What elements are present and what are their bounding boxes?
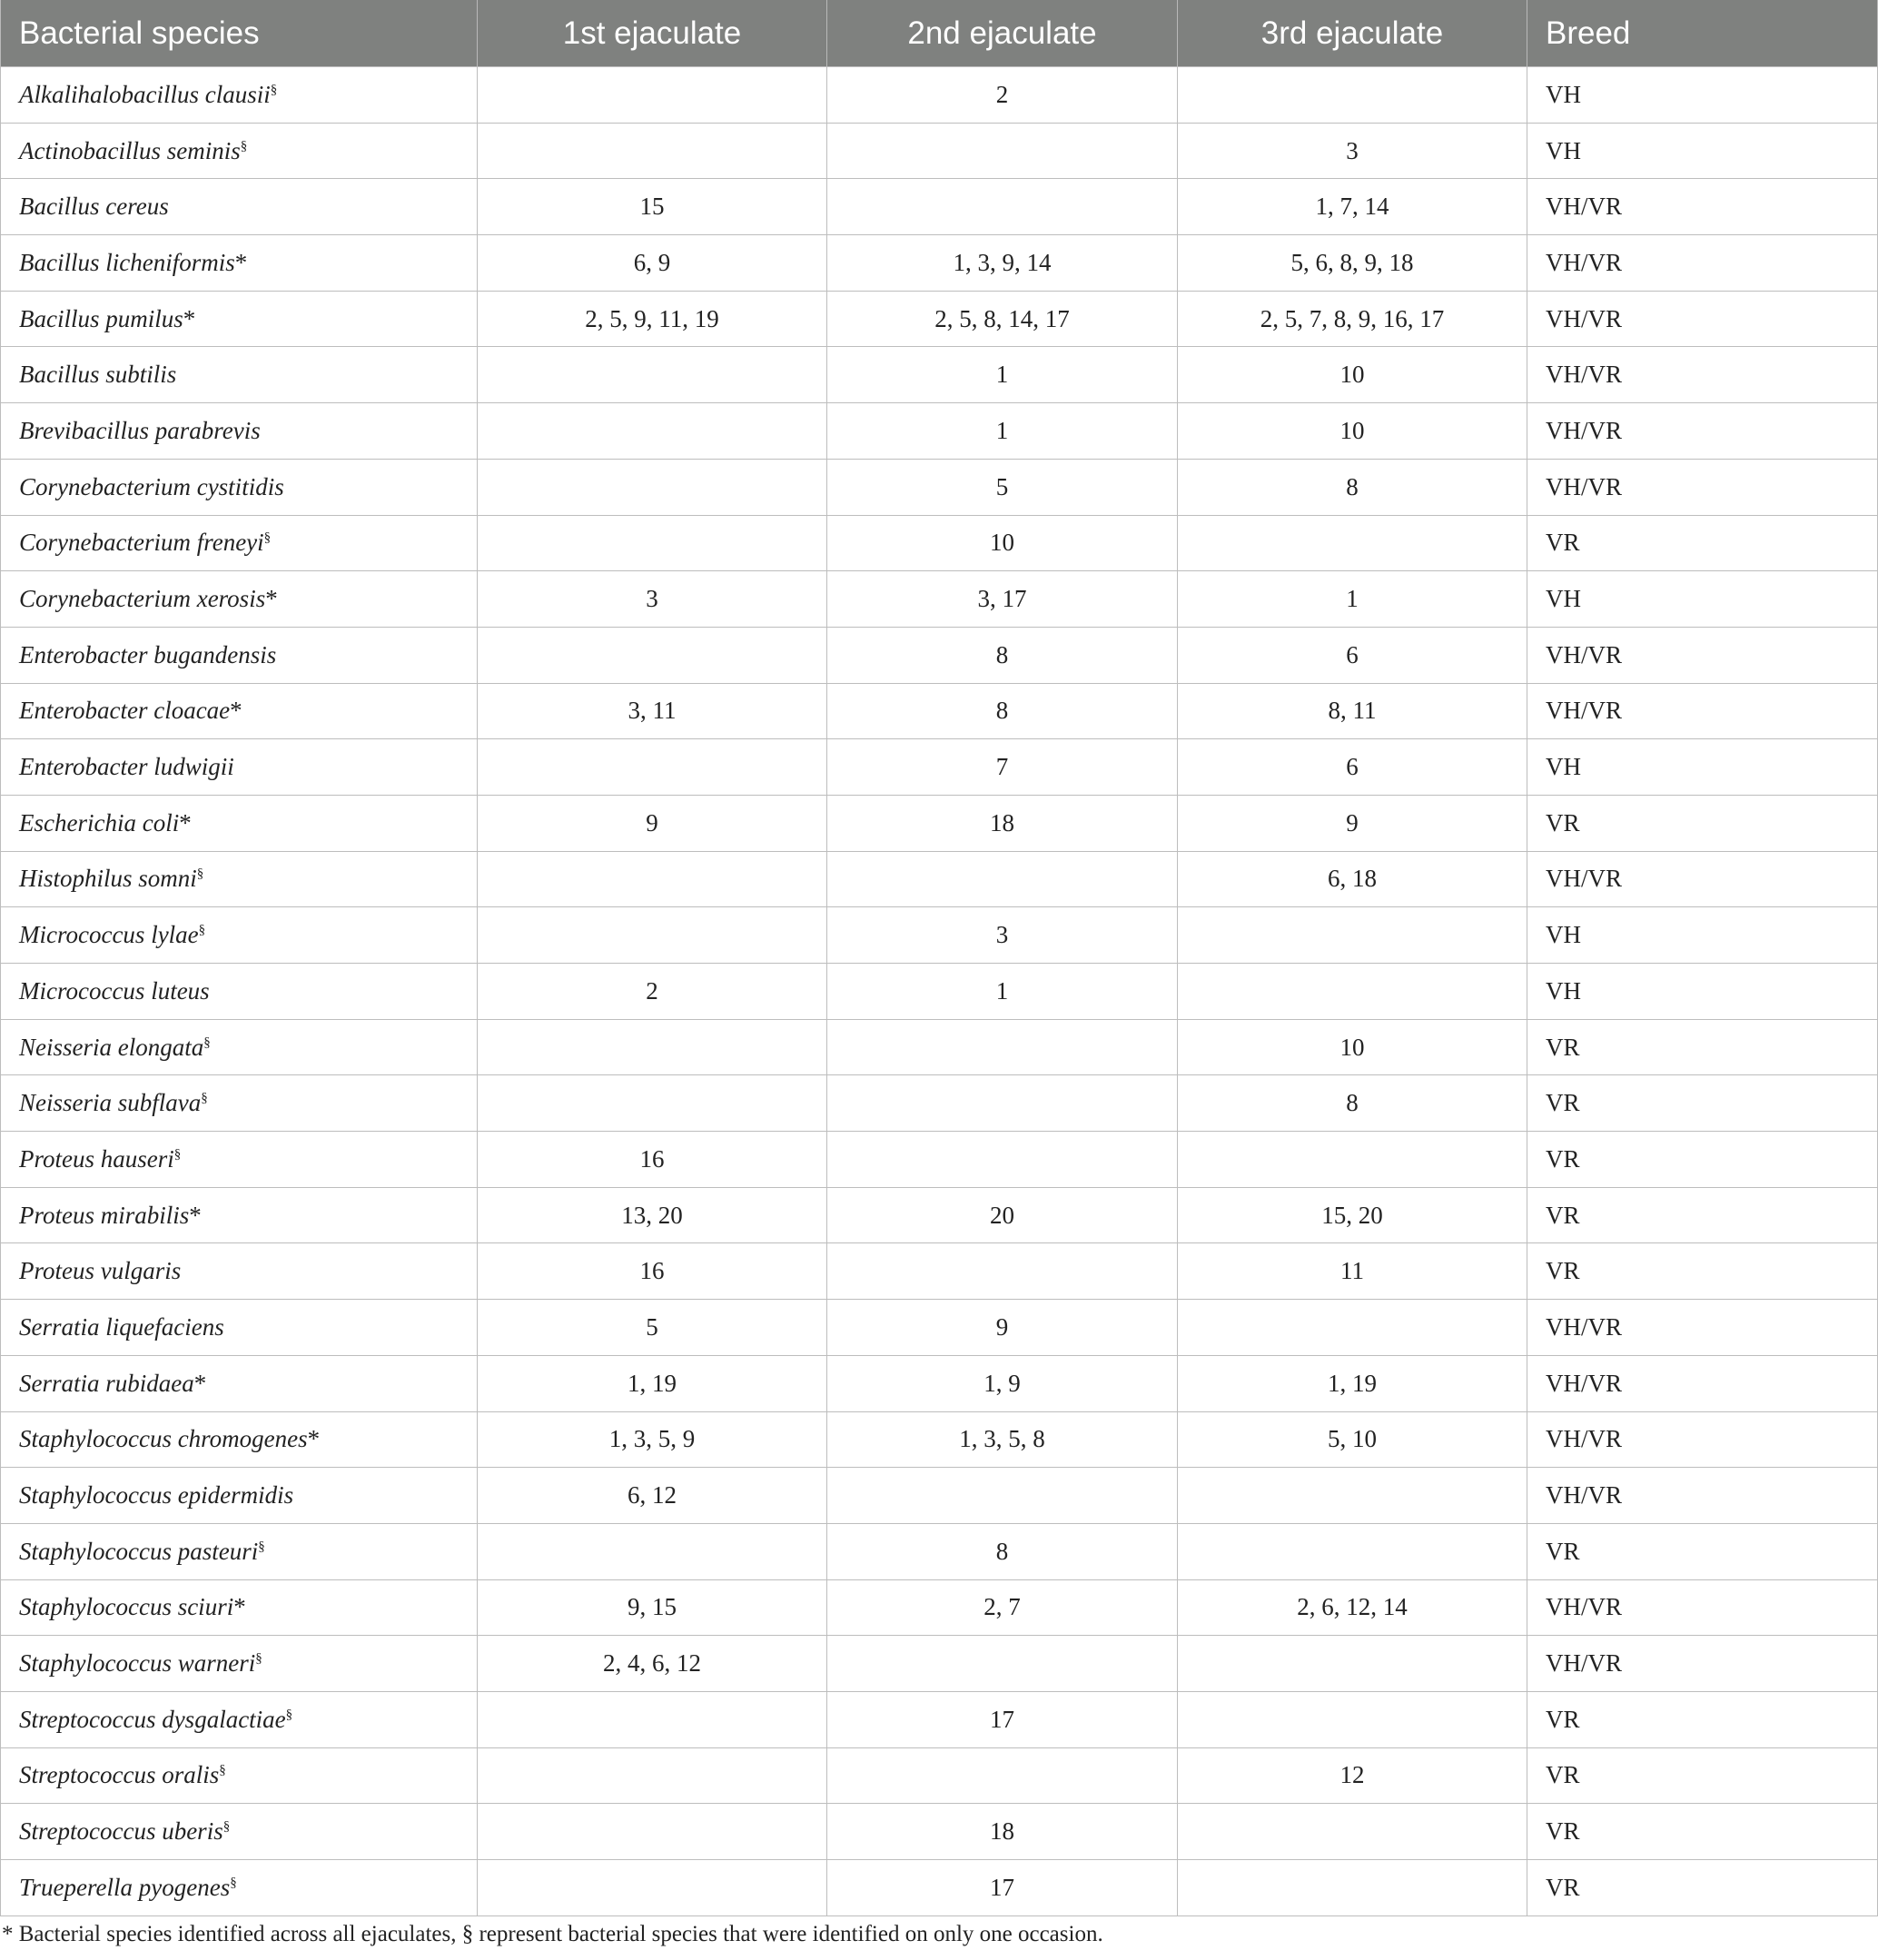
table-row — [1, 403, 1878, 460]
cell-species — [1, 1860, 478, 1916]
species-footnote-mark: § — [270, 82, 278, 97]
cell-ejaculate-1: 15 — [478, 179, 827, 235]
cell-ejaculate-3: 1, 19 — [1178, 1355, 1527, 1411]
species-name: Proteus hauseri — [19, 1144, 174, 1173]
table-row — [1, 1243, 1878, 1300]
table-row — [1, 1411, 1878, 1468]
cell-ejaculate-1: 16 — [478, 1132, 827, 1188]
cell-breed: VR — [1527, 1523, 1878, 1579]
cell-ejaculate-2 — [827, 1132, 1178, 1188]
cell-ejaculate-2: 17 — [827, 1860, 1178, 1916]
cell-ejaculate-2: 9 — [827, 1300, 1178, 1356]
cell-species — [1, 1355, 478, 1411]
header-bacterial-species: Bacterial species — [1, 0, 478, 67]
cell-species — [1, 1523, 478, 1579]
cell-species — [1, 515, 478, 571]
cell-breed: VH — [1527, 964, 1878, 1020]
cell-ejaculate-2: 8 — [827, 627, 1178, 683]
species-name: Enterobacter bugandensis — [19, 640, 277, 668]
cell-ejaculate-3 — [1178, 1300, 1527, 1356]
cell-breed: VH/VR — [1527, 403, 1878, 460]
species-name: Staphylococcus warneri — [19, 1649, 256, 1678]
cell-ejaculate-2: 8 — [827, 683, 1178, 739]
cell-ejaculate-3: 12 — [1178, 1747, 1527, 1804]
species-name: Bacillus subtilis — [19, 361, 177, 389]
cell-ejaculate-1: 2, 5, 9, 11, 19 — [478, 291, 827, 347]
cell-species — [1, 795, 478, 851]
cell-species — [1, 964, 478, 1020]
cell-ejaculate-2: 2 — [827, 67, 1178, 124]
cell-species — [1, 1132, 478, 1188]
species-name: Actinobacillus seminis — [19, 136, 241, 164]
species-footnote-mark: § — [219, 1763, 226, 1778]
cell-ejaculate-2: 2, 7 — [827, 1579, 1178, 1636]
cell-ejaculate-3: 8 — [1178, 459, 1527, 515]
cell-breed: VH/VR — [1527, 1579, 1878, 1636]
cell-breed: VH/VR — [1527, 683, 1878, 739]
cell-ejaculate-3 — [1178, 1804, 1527, 1860]
table-row — [1, 964, 1878, 1020]
cell-breed: VR — [1527, 515, 1878, 571]
species-name: Enterobacter ludwigii — [19, 753, 234, 781]
cell-ejaculate-2: 10 — [827, 515, 1178, 571]
cell-breed: VR — [1527, 1019, 1878, 1075]
cell-ejaculate-2 — [827, 123, 1178, 179]
species-name: Bacillus licheniformis — [19, 248, 235, 276]
cell-ejaculate-2: 18 — [827, 795, 1178, 851]
cell-species — [1, 291, 478, 347]
cell-breed: VH/VR — [1527, 1300, 1878, 1356]
table-row — [1, 1300, 1878, 1356]
cell-species — [1, 1804, 478, 1860]
species-footnote-mark: § — [255, 1651, 262, 1667]
cell-ejaculate-2: 8 — [827, 1523, 1178, 1579]
cell-ejaculate-1: 9, 15 — [478, 1579, 827, 1636]
table-row — [1, 1019, 1878, 1075]
table-body — [1, 67, 1878, 1916]
cell-ejaculate-3 — [1178, 1132, 1527, 1188]
cell-breed: VH/VR — [1527, 1355, 1878, 1411]
species-name: Alkalihalobacillus clausii — [19, 80, 271, 108]
header-1st-ejaculate: 1st ejaculate — [478, 0, 827, 67]
cell-ejaculate-1 — [478, 1804, 827, 1860]
cell-ejaculate-2: 7 — [827, 739, 1178, 796]
header-row — [1, 0, 1878, 67]
cell-ejaculate-3: 10 — [1178, 1019, 1527, 1075]
species-name: Brevibacillus parabrevis — [19, 416, 261, 444]
species-footnote-mark: § — [203, 1034, 211, 1050]
cell-breed: VH — [1527, 571, 1878, 628]
table-row — [1, 1355, 1878, 1411]
cell-ejaculate-1 — [478, 515, 827, 571]
table-row — [1, 291, 1878, 347]
table-row — [1, 627, 1878, 683]
species-footnote-mark: * — [265, 585, 278, 613]
species-footnote-mark: * — [234, 248, 248, 276]
cell-breed: VR — [1527, 1132, 1878, 1188]
species-name: Micrococcus lylae — [19, 921, 199, 949]
cell-species — [1, 123, 478, 179]
table-row — [1, 347, 1878, 403]
table-row — [1, 1804, 1878, 1860]
table-row — [1, 179, 1878, 235]
species-footnote-mark: § — [198, 923, 206, 938]
species-name: Staphylococcus epidermidis — [19, 1481, 294, 1510]
cell-ejaculate-1: 3 — [478, 571, 827, 628]
cell-ejaculate-3 — [1178, 515, 1527, 571]
species-footnote-mark: § — [222, 1819, 231, 1835]
cell-breed: VH — [1527, 739, 1878, 796]
cell-ejaculate-1 — [478, 403, 827, 460]
cell-ejaculate-3: 6 — [1178, 739, 1527, 796]
cell-ejaculate-2 — [827, 1075, 1178, 1132]
cell-breed: VH/VR — [1527, 459, 1878, 515]
header-breed: Breed — [1527, 0, 1878, 67]
species-footnote-mark: § — [285, 1707, 293, 1722]
cell-species — [1, 179, 478, 235]
cell-ejaculate-3: 1, 7, 14 — [1178, 179, 1527, 235]
cell-ejaculate-3 — [1178, 1468, 1527, 1524]
species-name: Escherichia coli — [19, 808, 180, 836]
cell-ejaculate-3 — [1178, 1860, 1527, 1916]
cell-ejaculate-2 — [827, 179, 1178, 235]
cell-species — [1, 1691, 478, 1747]
cell-ejaculate-2: 17 — [827, 1691, 1178, 1747]
table-row — [1, 67, 1878, 124]
cell-ejaculate-2: 1, 3, 5, 8 — [827, 1411, 1178, 1468]
cell-species — [1, 907, 478, 964]
cell-species — [1, 627, 478, 683]
species-footnote-mark: * — [183, 304, 196, 332]
species-footnote-mark: * — [230, 697, 242, 725]
species-name: Streptococcus dysgalactiae — [19, 1705, 286, 1733]
cell-ejaculate-3 — [1178, 1691, 1527, 1747]
table-row — [1, 907, 1878, 964]
species-name: Streptococcus oralis — [19, 1761, 220, 1789]
cell-ejaculate-2: 1, 9 — [827, 1355, 1178, 1411]
cell-species — [1, 67, 478, 124]
cell-ejaculate-3 — [1178, 907, 1527, 964]
cell-ejaculate-2: 3, 17 — [827, 571, 1178, 628]
cell-breed: VR — [1527, 1804, 1878, 1860]
cell-species — [1, 1187, 478, 1243]
cell-ejaculate-2: 20 — [827, 1187, 1178, 1243]
cell-ejaculate-3: 3 — [1178, 123, 1527, 179]
cell-ejaculate-2: 1 — [827, 347, 1178, 403]
cell-ejaculate-3: 5, 10 — [1178, 1411, 1527, 1468]
cell-ejaculate-1 — [478, 627, 827, 683]
cell-breed: VH/VR — [1527, 235, 1878, 292]
cell-breed: VH — [1527, 123, 1878, 179]
header-2nd-ejaculate: 2nd ejaculate — [827, 0, 1178, 67]
cell-species — [1, 235, 478, 292]
species-name: Corynebacterium freneyi — [19, 529, 264, 557]
cell-ejaculate-1: 6, 9 — [478, 235, 827, 292]
species-footnote-mark: * — [233, 1593, 246, 1621]
cell-ejaculate-2: 1 — [827, 964, 1178, 1020]
cell-ejaculate-2: 1, 3, 9, 14 — [827, 235, 1178, 292]
cell-species — [1, 1636, 478, 1692]
cell-ejaculate-1: 2, 4, 6, 12 — [478, 1636, 827, 1692]
table-row — [1, 123, 1878, 179]
species-footnote-mark: § — [263, 530, 272, 546]
species-name: Corynebacterium xerosis — [19, 585, 266, 613]
cell-ejaculate-3: 2, 5, 7, 8, 9, 16, 17 — [1178, 291, 1527, 347]
cell-ejaculate-1 — [478, 1075, 827, 1132]
table-row — [1, 515, 1878, 571]
cell-ejaculate-3: 10 — [1178, 403, 1527, 460]
cell-ejaculate-1 — [478, 851, 827, 907]
cell-ejaculate-1 — [478, 1691, 827, 1747]
table-row — [1, 459, 1878, 515]
table-row — [1, 851, 1878, 907]
cell-breed: VR — [1527, 1187, 1878, 1243]
table-header — [1, 0, 1878, 67]
cell-ejaculate-2 — [827, 1243, 1178, 1300]
cell-ejaculate-3: 6, 18 — [1178, 851, 1527, 907]
cell-ejaculate-3: 9 — [1178, 795, 1527, 851]
cell-ejaculate-3: 10 — [1178, 347, 1527, 403]
table-footnote: * Bacterial species identified across all ejaculates, § represent bacterial species that were identified on only one occasion. — [2, 1922, 1103, 1946]
table-row — [1, 1132, 1878, 1188]
table-row — [1, 571, 1878, 628]
table-row — [1, 739, 1878, 796]
species-footnote-mark: § — [240, 138, 248, 153]
cell-ejaculate-1 — [478, 123, 827, 179]
cell-species — [1, 851, 478, 907]
species-name: Neisseria subflava — [19, 1089, 202, 1117]
cell-ejaculate-2 — [827, 1019, 1178, 1075]
table-row — [1, 1747, 1878, 1804]
species-name: Streptococcus uberis — [19, 1817, 223, 1846]
table-row — [1, 235, 1878, 292]
table-row — [1, 1636, 1878, 1692]
cell-ejaculate-1 — [478, 1019, 827, 1075]
cell-ejaculate-1 — [478, 1860, 827, 1916]
cell-species — [1, 1019, 478, 1075]
header-3rd-ejaculate: 3rd ejaculate — [1178, 0, 1527, 67]
cell-ejaculate-2: 1 — [827, 403, 1178, 460]
cell-breed: VH/VR — [1527, 627, 1878, 683]
species-footnote-mark: § — [230, 1875, 237, 1890]
cell-species — [1, 1243, 478, 1300]
cell-breed: VR — [1527, 1691, 1878, 1747]
cell-breed: VH/VR — [1527, 179, 1878, 235]
cell-ejaculate-1 — [478, 459, 827, 515]
species-footnote-mark: § — [258, 1539, 265, 1554]
cell-ejaculate-1 — [478, 1747, 827, 1804]
cell-ejaculate-3: 15, 20 — [1178, 1187, 1527, 1243]
cell-ejaculate-2 — [827, 1747, 1178, 1804]
cell-ejaculate-1: 13, 20 — [478, 1187, 827, 1243]
cell-ejaculate-2 — [827, 1468, 1178, 1524]
species-footnote-mark: * — [193, 1369, 207, 1397]
cell-ejaculate-3: 8, 11 — [1178, 683, 1527, 739]
cell-breed: VH/VR — [1527, 1411, 1878, 1468]
cell-species — [1, 1579, 478, 1636]
species-name: Corynebacterium cystitidis — [19, 472, 284, 500]
cell-ejaculate-3: 11 — [1178, 1243, 1527, 1300]
species-name: Neisseria elongata — [19, 1033, 204, 1061]
table-row — [1, 1187, 1878, 1243]
cell-species — [1, 403, 478, 460]
cell-species — [1, 1300, 478, 1356]
cell-ejaculate-2 — [827, 851, 1178, 907]
cell-ejaculate-3 — [1178, 67, 1527, 124]
cell-breed: VR — [1527, 1075, 1878, 1132]
cell-species — [1, 347, 478, 403]
cell-breed: VR — [1527, 795, 1878, 851]
species-name: Serratia liquefaciens — [19, 1312, 224, 1341]
table-row — [1, 1523, 1878, 1579]
cell-ejaculate-3 — [1178, 1636, 1527, 1692]
species-footnote-mark: § — [196, 866, 204, 882]
cell-ejaculate-1 — [478, 67, 827, 124]
cell-species — [1, 1411, 478, 1468]
cell-species — [1, 1747, 478, 1804]
cell-breed: VR — [1527, 1747, 1878, 1804]
species-footnote-mark: * — [307, 1425, 321, 1453]
cell-ejaculate-1: 3, 11 — [478, 683, 827, 739]
cell-breed: VH/VR — [1527, 851, 1878, 907]
cell-breed: VR — [1527, 1860, 1878, 1916]
species-name: Enterobacter cloacae — [19, 697, 231, 725]
table-row — [1, 1691, 1878, 1747]
species-footnote-mark: § — [201, 1091, 208, 1106]
cell-ejaculate-3: 5, 6, 8, 9, 18 — [1178, 235, 1527, 292]
cell-ejaculate-3: 8 — [1178, 1075, 1527, 1132]
cell-breed: VH/VR — [1527, 1468, 1878, 1524]
cell-ejaculate-3 — [1178, 964, 1527, 1020]
cell-ejaculate-1 — [478, 1523, 827, 1579]
cell-ejaculate-1: 16 — [478, 1243, 827, 1300]
cell-breed: VH — [1527, 907, 1878, 964]
cell-species — [1, 1075, 478, 1132]
cell-ejaculate-2: 5 — [827, 459, 1178, 515]
species-name: Serratia rubidaea — [19, 1369, 194, 1397]
cell-breed: VH/VR — [1527, 291, 1878, 347]
cell-ejaculate-1: 9 — [478, 795, 827, 851]
cell-ejaculate-1: 1, 3, 5, 9 — [478, 1411, 827, 1468]
table-row — [1, 1468, 1878, 1524]
cell-ejaculate-3 — [1178, 1523, 1527, 1579]
species-name: Proteus vulgaris — [19, 1257, 182, 1285]
species-footnote-mark: * — [179, 808, 192, 836]
cell-ejaculate-2: 2, 5, 8, 14, 17 — [827, 291, 1178, 347]
species-name: Bacillus cereus — [19, 193, 169, 221]
species-name: Histophilus somni — [19, 865, 197, 893]
cell-breed: VH/VR — [1527, 1636, 1878, 1692]
cell-ejaculate-3: 6 — [1178, 627, 1527, 683]
cell-ejaculate-2: 18 — [827, 1804, 1178, 1860]
cell-ejaculate-3: 1 — [1178, 571, 1527, 628]
cell-breed: VH/VR — [1527, 347, 1878, 403]
table-row — [1, 1860, 1878, 1916]
species-name: Staphylococcus pasteuri — [19, 1537, 259, 1565]
species-name: Bacillus pumilus — [19, 304, 183, 332]
species-footnote-mark: * — [189, 1201, 202, 1229]
cell-ejaculate-2: 3 — [827, 907, 1178, 964]
cell-species — [1, 739, 478, 796]
cell-ejaculate-1: 1, 19 — [478, 1355, 827, 1411]
table-row — [1, 795, 1878, 851]
cell-breed: VR — [1527, 1243, 1878, 1300]
cell-ejaculate-1 — [478, 907, 827, 964]
cell-species — [1, 571, 478, 628]
cell-ejaculate-2 — [827, 1636, 1178, 1692]
cell-ejaculate-1: 2 — [478, 964, 827, 1020]
cell-ejaculate-1: 5 — [478, 1300, 827, 1356]
table-row — [1, 1075, 1878, 1132]
cell-species — [1, 683, 478, 739]
species-name: Staphylococcus sciuri — [19, 1593, 234, 1621]
species-name: Staphylococcus chromogenes — [19, 1425, 308, 1453]
species-footnote-mark: § — [173, 1146, 182, 1162]
table-row — [1, 1579, 1878, 1636]
cell-ejaculate-3: 2, 6, 12, 14 — [1178, 1579, 1527, 1636]
cell-ejaculate-1: 6, 12 — [478, 1468, 827, 1524]
species-name: Trueperella pyogenes — [19, 1873, 231, 1901]
cell-ejaculate-1 — [478, 739, 827, 796]
species-name: Micrococcus luteus — [19, 976, 210, 1005]
cell-species — [1, 1468, 478, 1524]
table-row — [1, 683, 1878, 739]
species-name: Proteus mirabilis — [19, 1201, 190, 1229]
cell-ejaculate-1 — [478, 347, 827, 403]
cell-breed: VH — [1527, 67, 1878, 124]
cell-species — [1, 459, 478, 515]
